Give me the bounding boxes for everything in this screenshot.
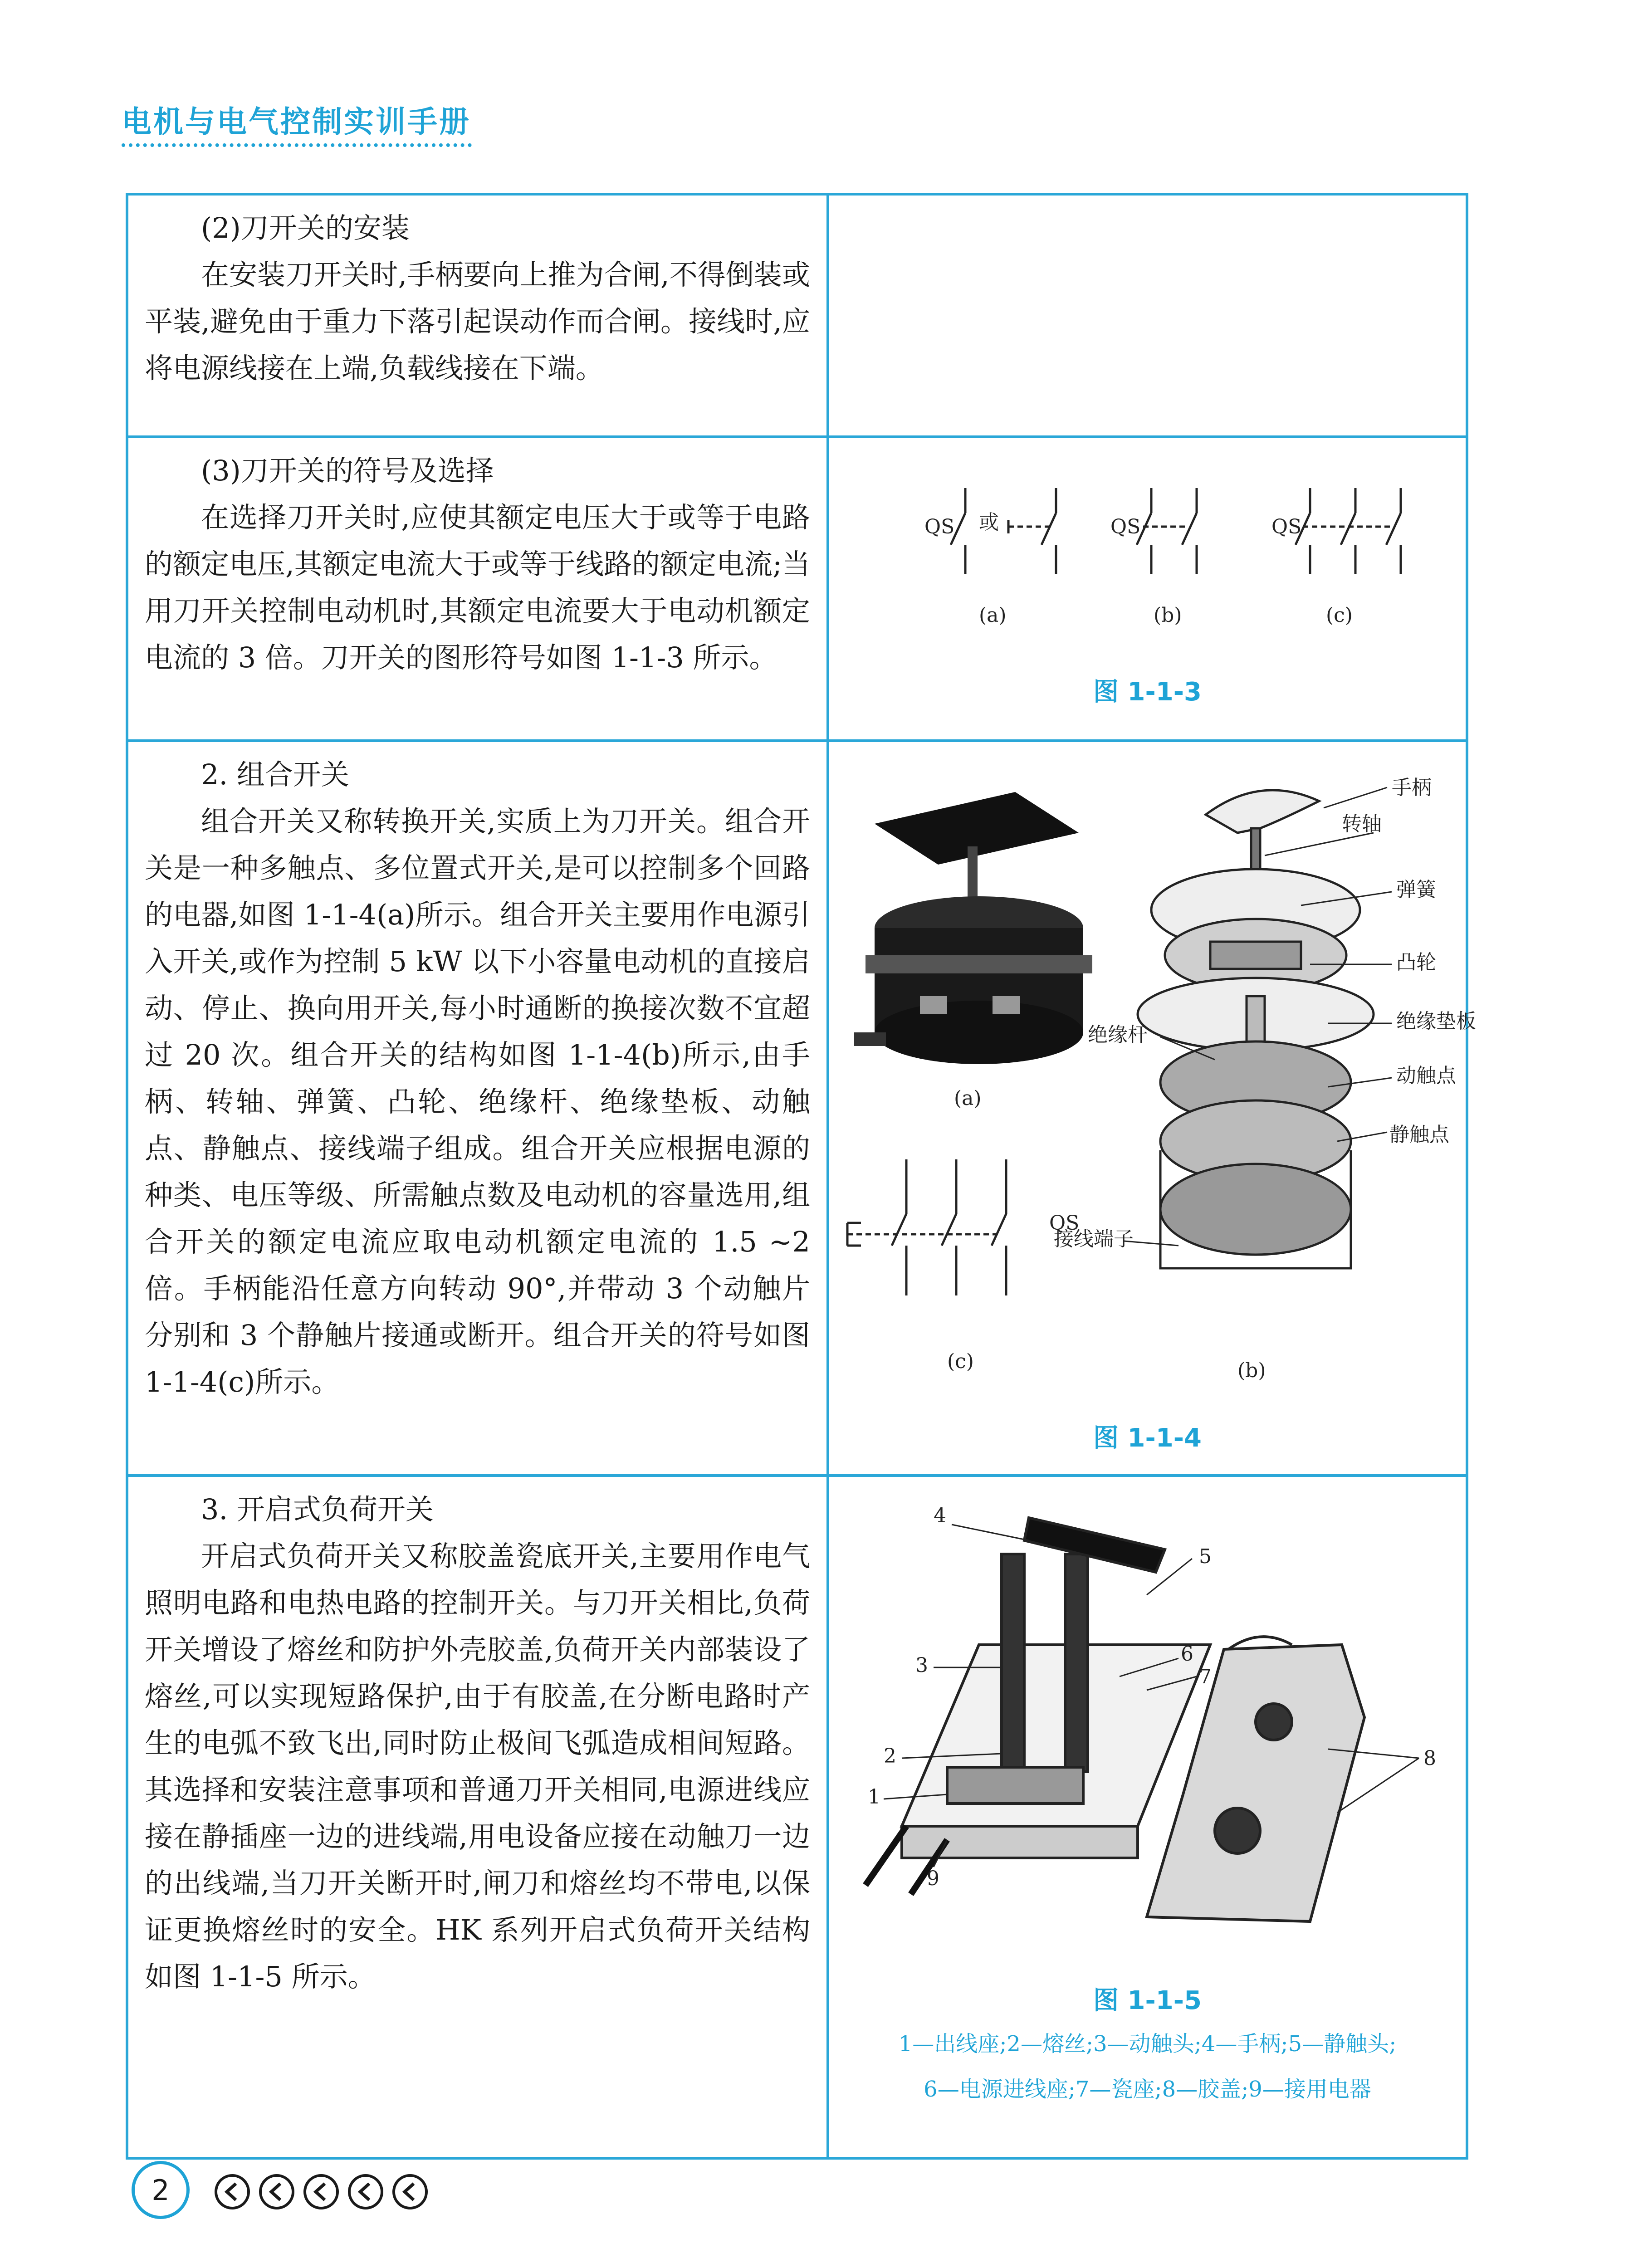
- switch-symbol-figure: [829, 438, 1501, 692]
- back-arrow-icon: [347, 2173, 385, 2211]
- figure-cell: [828, 437, 1467, 741]
- text-cell: [127, 437, 828, 741]
- paragraph: 组合开关又称转换开关,实质上为刀开关。组合开关是一种多触点、多位置式开关,是可以控制多个回路的电器,如图 1-1-4(a)所示。组合开关主要用作电源引入开关,或作为控制 5 kW 以下小容量电动机的直接启动、停止、换向用开关,每小时通断的换接次数不宜超过 20 次。组合开关的结构如图 1-1-4(b)所示,由手柄、转轴、弹簧、凸轮、绝缘杆、绝缘垫板、动触点、静触点、接线端子组成。组合开关应根据电源的种类、电压等级、所需触点数及电动机的容量选用,组合开关的额定电流应取电动机额定电流的 1.5 ~2 倍。手柄能沿任意方向转动 90°,并带动 3 个动触片分别和 3 个静触片接通或断开。组合开关的符号如图 1-1-4(c)所示。: [145, 805, 810, 1398]
- qs-label: QS: [1110, 515, 1141, 538]
- subfig-c-label: (c): [1326, 604, 1353, 627]
- page-number: 2: [132, 2161, 190, 2219]
- section-heading: 3. 开启式负荷开关: [201, 1493, 434, 1526]
- spring-label: 弹簧: [1396, 878, 1436, 901]
- load-switch-base: [866, 1518, 1210, 1894]
- combination-switch-photo: [854, 792, 1092, 1064]
- combination-switch-figure: [829, 742, 1501, 1422]
- empty-figure-cell: [828, 194, 1467, 437]
- subfig-b-label: (b): [1237, 1359, 1266, 1382]
- figure-cell: [828, 741, 1476, 1476]
- running-header: 电机与电气控制实训手册: [122, 104, 471, 139]
- qs-label: QS: [1049, 1212, 1080, 1235]
- figure-legend: 6—电源进线座;7—瓷座;8—胶盖;9—接用电器: [924, 2077, 1371, 2102]
- back-arrow-icon: [213, 2173, 251, 2211]
- callout-5: 5: [1199, 1545, 1212, 1568]
- insulating-pad-label: 绝缘垫板: [1396, 1010, 1476, 1033]
- shaft-label: 转轴: [1342, 812, 1382, 836]
- cam-label: 凸轮: [1396, 951, 1436, 974]
- callout-3: 3: [915, 1654, 928, 1677]
- back-arrow-icon: [302, 2173, 340, 2211]
- callout-7: 7: [1199, 1665, 1212, 1688]
- insulating-rod-label: 绝缘杆: [1088, 1023, 1148, 1046]
- back-arrow-icon: [391, 2173, 429, 2211]
- combination-switch-symbol: [847, 1159, 1006, 1295]
- handle-label: 手柄: [1392, 776, 1432, 799]
- moving-contact-label: 动触点: [1396, 1064, 1456, 1087]
- paragraph: 在选择刀开关时,应使其额定电压大于或等于电路的额定电压,其额定电流大于或等于线路的额定电流;当用刀开关控制电动机时,其额定电流要大于电动机额定电流的 3 倍。刀开关的图形符号如图 1-1-3 所示。: [145, 501, 810, 674]
- table-row: [127, 194, 1467, 437]
- subfig-a-label: (a): [979, 604, 1007, 627]
- table-row: [127, 437, 1467, 741]
- qs-label: QS: [924, 515, 955, 538]
- content-table: [126, 193, 1476, 2160]
- subfig-a-label: (a): [954, 1087, 982, 1110]
- figure-legend: 1—出线座;2—熔丝;3—动触头;4—手柄;5—静触头;: [898, 2031, 1397, 2057]
- figure-caption: 图 1-1-4: [1093, 1423, 1202, 1453]
- callout-1: 1: [868, 1785, 880, 1809]
- subfig-b-label: (b): [1154, 604, 1182, 627]
- text-cell: [127, 741, 828, 1476]
- text-cell: [127, 194, 828, 437]
- section-heading: (2)刀开关的安装: [201, 211, 410, 244]
- header-rule: [122, 143, 472, 147]
- qs-label: QS: [1271, 515, 1302, 538]
- text-cell: [127, 1476, 828, 2158]
- figure-caption: 图 1-1-3: [1093, 677, 1202, 707]
- section-heading: (3)刀开关的符号及选择: [201, 454, 494, 487]
- static-contact-label: 静触点: [1389, 1123, 1449, 1146]
- table-row: [127, 741, 1467, 1476]
- load-switch-figure: [829, 1477, 1501, 1976]
- subfig-c-label: (c): [947, 1350, 974, 1373]
- callout-6: 6: [1181, 1642, 1193, 1666]
- figure-cell: [828, 1476, 1467, 2158]
- callout-4: 4: [934, 1504, 946, 1527]
- paragraph: 开启式负荷开关又称胶盖瓷底开关,主要用作电气照明电路和电热电路的控制开关。与刀开关相比,负荷开关增设了熔丝和防护外壳胶盖,负荷开关内部装设了熔丝,可以实现短路保护,由于有胶盖,在分断电路时产生的电弧不致飞出,同时防止极间飞弧造成相间短路。其选择和安装注意事项和普通刀开关相同,电源进线应接在静插座一边的进线端,用电设备应接在动触刀一边的出线端,当刀开关断开时,闸刀和熔丝均不带电,以保证更换熔丝时的安全。HK 系列开启式负荷开关结构如图 1-1-5 所示。: [145, 1540, 810, 1993]
- page-nav-arrows: [213, 2173, 429, 2211]
- callout-9: 9: [927, 1867, 939, 1890]
- callout-8: 8: [1423, 1747, 1436, 1770]
- paragraph: 在安装刀开关时,手柄要向上推为合闸,不得倒装或平装,避免由于重力下落引起误动作而合闸。接线时,应将电源线接在上端,负载线接在下端。: [145, 258, 810, 385]
- or-label: 或: [979, 511, 999, 534]
- back-arrow-icon: [258, 2173, 296, 2211]
- figure-caption: 图 1-1-5: [1093, 1986, 1202, 2015]
- section-heading: 2. 组合开关: [201, 758, 349, 791]
- callout-2: 2: [884, 1745, 896, 1768]
- terminal-label: 接线端子: [1054, 1227, 1134, 1251]
- exploded-view: [1138, 790, 1374, 1268]
- table-row: [127, 1476, 1467, 2158]
